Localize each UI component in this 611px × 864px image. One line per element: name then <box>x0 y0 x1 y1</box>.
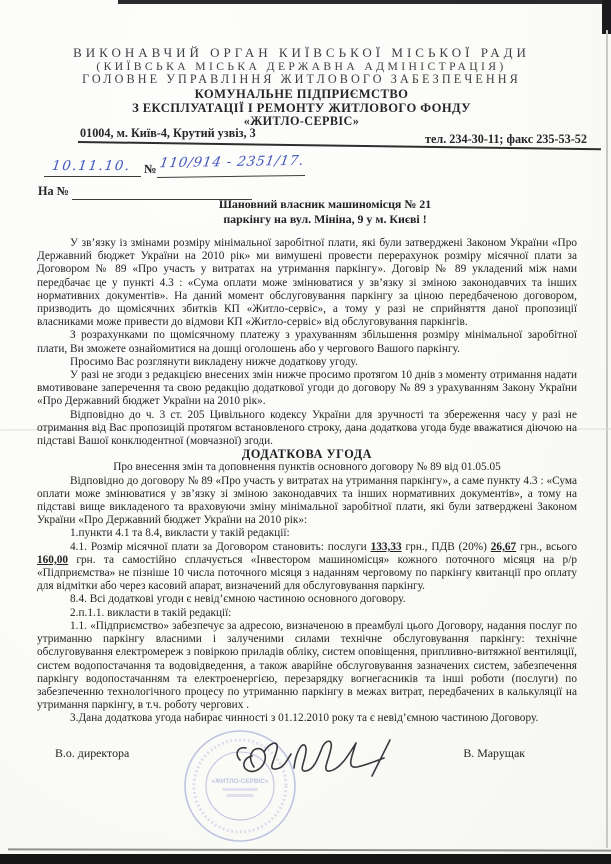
number-underline <box>157 175 305 178</box>
handwritten-outgoing-number: 110/914 - 2351/17. <box>158 152 306 172</box>
clause-4-1-text: 4.1. Розмір місячної плати за Договором становить: послуги <box>70 540 371 553</box>
salutation <box>85 197 565 226</box>
company-address: 01004, м. Київ-4, Крутий узвіз, 3 <box>80 126 256 140</box>
clause-4-1-text: грн., всього <box>516 540 577 553</box>
agreement-subtitle: Про внесення змін та доповнення пунктів основного договору № 89 від 01.05.05 <box>113 461 501 474</box>
agreement-clause-1-1: 1.1. «Підприємство» забезпечує за адресою, визначеною в преамбулі цього Договору, надання послуг по утриманню паркінгу власними і залученими силами технічне обслуговування паркінгу: технічне обслуговування електромереж з повіркою приладів обліку, систем оповіщення, припливно-витяжної вентиляції, систем водопостачання та водовідведення, а також аварійне обслуговування зазначених систем, забезпечення паркінгу водопостачанням та електроенергією, перезарядку вогнегасників та інші роботи (послуги) по забезпеченню технологічного процесу по утриманню паркінгу в межах витрат, передбачених в калькуляції на утримання паркінгу, в т.ч. роботу чергових . <box>37 619 577 712</box>
stamp-text-blur-line <box>222 788 258 791</box>
scan-edge-bottom-line <box>8 848 611 851</box>
reply-to-label: На № <box>38 184 69 198</box>
signature-row <box>55 746 525 761</box>
company-name-line3: «ЖИТЛО-СЕРВІС» <box>243 114 360 128</box>
agreement-paragraph: 3.Дана додаткова угода набирає чинності з 01.12.2010 року та є невід’ємною частиною Договору. <box>70 712 539 725</box>
company-name-line1: КОМУНАЛЬНЕ ПІДПРИЄМСТВО <box>194 87 409 101</box>
agreement-paragraph: Відповідно до договору № 89 «Про участь у витратах на утримання паркінгу», а саме пункту 4.3 : «Сума оплати може змінюватися у зв’язку зі зміною законодавчих та інших нормативних документів», а тому на підставі вище викладеного та враховуючи зміну мінімальної заробітної плати, які були затверджені Законом України «Про Державний бюджет України на 2010 рік»: <box>37 474 577 527</box>
handwritten-date: 10.11.10. <box>51 158 132 174</box>
clause-4-1-text: грн., ПДВ (20%) <box>401 540 491 553</box>
signer-name: В. Марущак <box>463 746 525 760</box>
monthly-fee-services-amount: 133,33 <box>370 540 402 553</box>
company-name-line2: З ЕКСПЛУАТАЦІЇ І РЕМОНТУ ЖИТЛОВОГО ФОНДУ <box>132 100 471 115</box>
agreement-title: ДОДАТКОВА УГОДА <box>241 447 373 462</box>
vat-amount: 26,67 <box>490 540 517 553</box>
letterhead <box>0 46 603 129</box>
letter-paragraph: Просимо Вас розглянути викладену нижче додаткову угоду. <box>70 355 358 368</box>
date-underline <box>44 176 141 177</box>
agreement-clause-4-1 <box>37 541 577 594</box>
letter-paragraph: У разі не згоди з редакцією внесених змін нижче просимо протягом 10 днів з моменту отримання надати вмотивоване заперечення та свою редакцію додаткової угоди до договору № 89 з урахуванням Закону України «Про Державний бюджет України на 2010 рік». <box>37 369 577 408</box>
agreement-clause-8-4: 8.4. Всі додаткові угоди є невід’ємною частиною основного договору. <box>70 593 406 606</box>
salutation-line1: Шановний власник машиномісця № 21 <box>218 197 432 211</box>
letter-paragraph: У зв’язку із змінами розміру мінімальної заробітної плати, які були затверджені Законом України «Про Державний бюджет України на 2010 рік» ми вимушені провести перерахунок розміру місячної плати за Договором № 89 «Про участь у витратах на утримання паркінгу». Договір № 89 укладений між нами передбачає це у пункті 4.3 : «Сума оплати може змінюватися у зв’язку зі зміною законодавчих та інших нормативних документів». На даний момент обслуговування паркінгу за ціною передбаченою договором, призводить до щомісячних збитків КП «Житло-сервіс», а тому у разі не сприйняття даної пропозиції власниками може привести до відмови КП «Житло-сервіс» від обслуговування паркінгів. <box>37 237 577 329</box>
letter-paragraph: З розрахунками по щомісячному платежу з урахуванням збільшення розміру мінімальної заробітної плати, Ви зможете ознайомитися на дошці оголошень або у чергового Вашого паркінгу. <box>37 329 577 355</box>
number-sign-label: № <box>144 162 157 176</box>
scan-edge-bottom <box>0 854 611 864</box>
letter-paragraph: Відповідно до ч. 3 ст. 205 Цивільного кодексу України для зручності та збереження часу у разі не отримання від Вас пропозицій протягом встановленого строку, дана додаткова угода буде вважатися діючою на підставі Вашої конклюдентної (мовчазної) згоди. <box>37 408 577 448</box>
salutation-line2: паркінгу на вул. Мініна, 9 у м. Києві ! <box>223 211 427 226</box>
total-amount: 160,00 <box>37 553 69 566</box>
clause-4-1-text: грн. та самостійно сплачується «Інвестором машиномісця» кожного поточного місяця на р/р «Підприємства» не пізніше 10 числа поточного місяця з наданням черговому по паркінгу квитанції про оплату для відмітки або через касовий апарат, визначений для обслуговування паркінгу. <box>37 553 577 593</box>
agreement-paragraph: 2.п.1.1. викласти в такій редакції: <box>70 606 232 619</box>
company-phone-fax: тел. 234-30-11; факс 235-53-52 <box>424 132 587 146</box>
scan-edge-right <box>606 30 608 848</box>
org-name-line3: ГОЛОВНЕ УПРАВЛІННЯ ЖИТЛОВОГО ЗАБЕЗПЕЧЕННЯ <box>82 72 521 86</box>
signer-role: В.о. директора <box>55 746 130 760</box>
stamp-text-blur-line <box>226 794 254 797</box>
scan-edge-top-right <box>602 0 611 34</box>
agreement-paragraph: 1.пункти 4.1 та 8.4, викласти у такій редакції: <box>70 527 290 540</box>
scan-edge-top <box>118 0 611 4</box>
letter-body <box>37 237 577 726</box>
org-name-line1: ВИКОНАВЧИЙ ОРГАН КИЇВСЬКОЇ МІСЬКОЇ РАДИ <box>73 45 530 60</box>
stamp-company-label: «ЖИТЛО-СЕРВІС» <box>211 778 269 785</box>
org-name-line2: (КИЇВСЬКА МІСЬКА ДЕРЖАВНА АДМІНІСТРАЦІЯ) <box>96 60 507 73</box>
